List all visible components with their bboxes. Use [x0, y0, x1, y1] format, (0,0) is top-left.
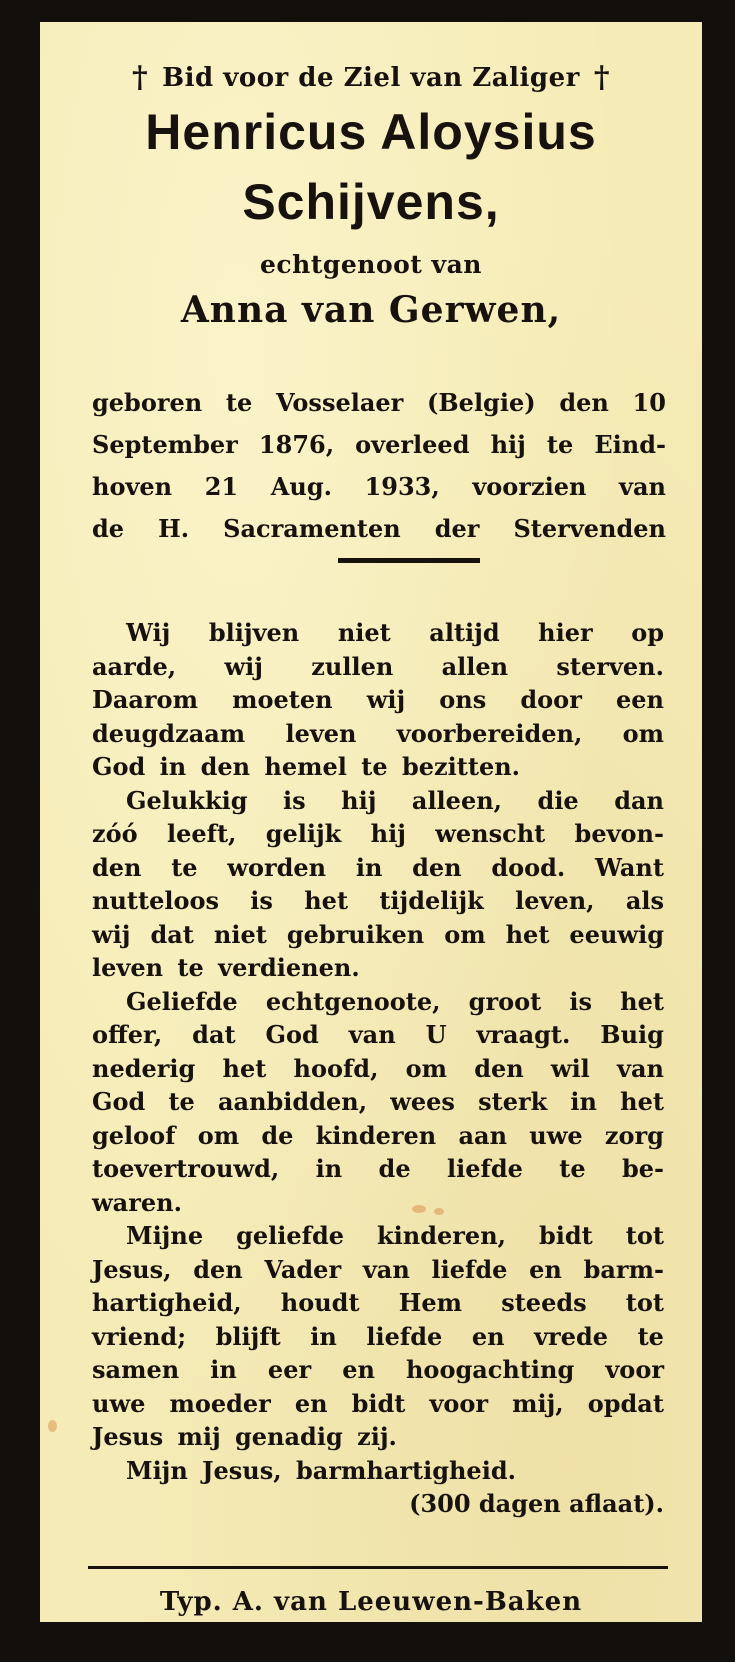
prayer-line: Jesus mij genadig zij.: [92, 1422, 397, 1451]
prayer-request-text: Bid voor de Ziel van Zaliger: [162, 63, 580, 93]
prayer-line: den te worden in den dood. Want: [92, 852, 664, 882]
bio-line: de H. Sacramenten der Stervenden: [92, 514, 666, 543]
prayer-line: vriend; blijft in liefde en vrede te: [92, 1321, 664, 1351]
card-header: [40, 60, 702, 334]
prayer-line: God te aanbidden, wees sterk in het: [92, 1087, 664, 1116]
memorial-card: [40, 22, 702, 1622]
printer-credit: Typ. A. van Leeuwen-Baken: [159, 1587, 583, 1617]
deceased-surname: Schijvens,: [242, 174, 500, 230]
prayer-line: Gelukkig is hij alleen, die dan: [126, 785, 664, 815]
prayer-line: God in den hemel te bezitten.: [92, 752, 521, 781]
deceased-given-names: Henricus Aloysius: [145, 104, 597, 160]
prayer-line: aarde, wij zullen allen sterven.: [92, 651, 664, 681]
paper-stain: [48, 1420, 57, 1432]
biography: [92, 382, 666, 550]
paper-stain: [412, 1205, 426, 1213]
paper-stain: [434, 1208, 444, 1215]
prayer-line: hartigheid, houdt Hem steeds tot: [92, 1288, 664, 1317]
footer-divider: [88, 1566, 668, 1569]
indulgence-note: (300 dagen aflaat).: [409, 1489, 664, 1518]
prayer-line: Daarom moeten wij ons door een: [92, 685, 664, 714]
prayer-text: [92, 616, 664, 1521]
prayer-line: Mijn Jesus, barmhartigheid.: [126, 1455, 516, 1485]
prayer-line: nutteloos is het tijdelijk leven, als: [92, 886, 664, 915]
prayer-line: offer, dat God van U vraagt. Buig: [92, 1020, 664, 1049]
right-cross-icon: †: [593, 60, 611, 95]
spouse-name: Anna van Gerwen,: [180, 289, 562, 331]
prayer-line: Jesus, den Vader van liefde en barm-: [92, 1254, 664, 1284]
prayer-line: toevertrouwd, in de liefde te be-: [92, 1154, 664, 1183]
bio-line: September 1876, overleed hij te Eind-: [92, 430, 666, 459]
bio-line: hoven 21 Aug. 1933, voorzien van: [92, 472, 666, 501]
spouse-intro: echtgenoot van: [260, 250, 482, 279]
prayer-line: nederig het hoofd, om den wil van: [92, 1053, 664, 1083]
prayer-line: uwe moeder en bidt voor mij, opdat: [92, 1388, 664, 1418]
prayer-line: samen in eer en hoogachting voor: [92, 1355, 664, 1384]
prayer-line: leven te verdienen.: [92, 953, 360, 982]
prayer-line: deugdzaam leven voorbereiden, om: [92, 718, 664, 748]
prayer-line: Mijne geliefde kinderen, bidt tot: [126, 1221, 664, 1250]
prayer-line: waren.: [92, 1187, 182, 1217]
prayer-line: wij dat niet gebruiken om het eeuwig: [92, 919, 664, 949]
left-cross-icon: †: [131, 60, 149, 95]
prayer-line: Geliefde echtgenoote, groot is het: [126, 986, 664, 1016]
bio-line: geboren te Vosselaer (Belgie) den 10: [92, 388, 666, 417]
prayer-line: geloof om de kinderen aan uwe zorg: [92, 1120, 664, 1150]
prayer-request-line: [40, 60, 702, 96]
prayer-line: Wij blijven niet altijd hier op: [126, 618, 664, 647]
section-divider: [338, 558, 480, 563]
prayer-line: zóó leeft, gelijk hij wenscht bevon-: [92, 819, 664, 848]
